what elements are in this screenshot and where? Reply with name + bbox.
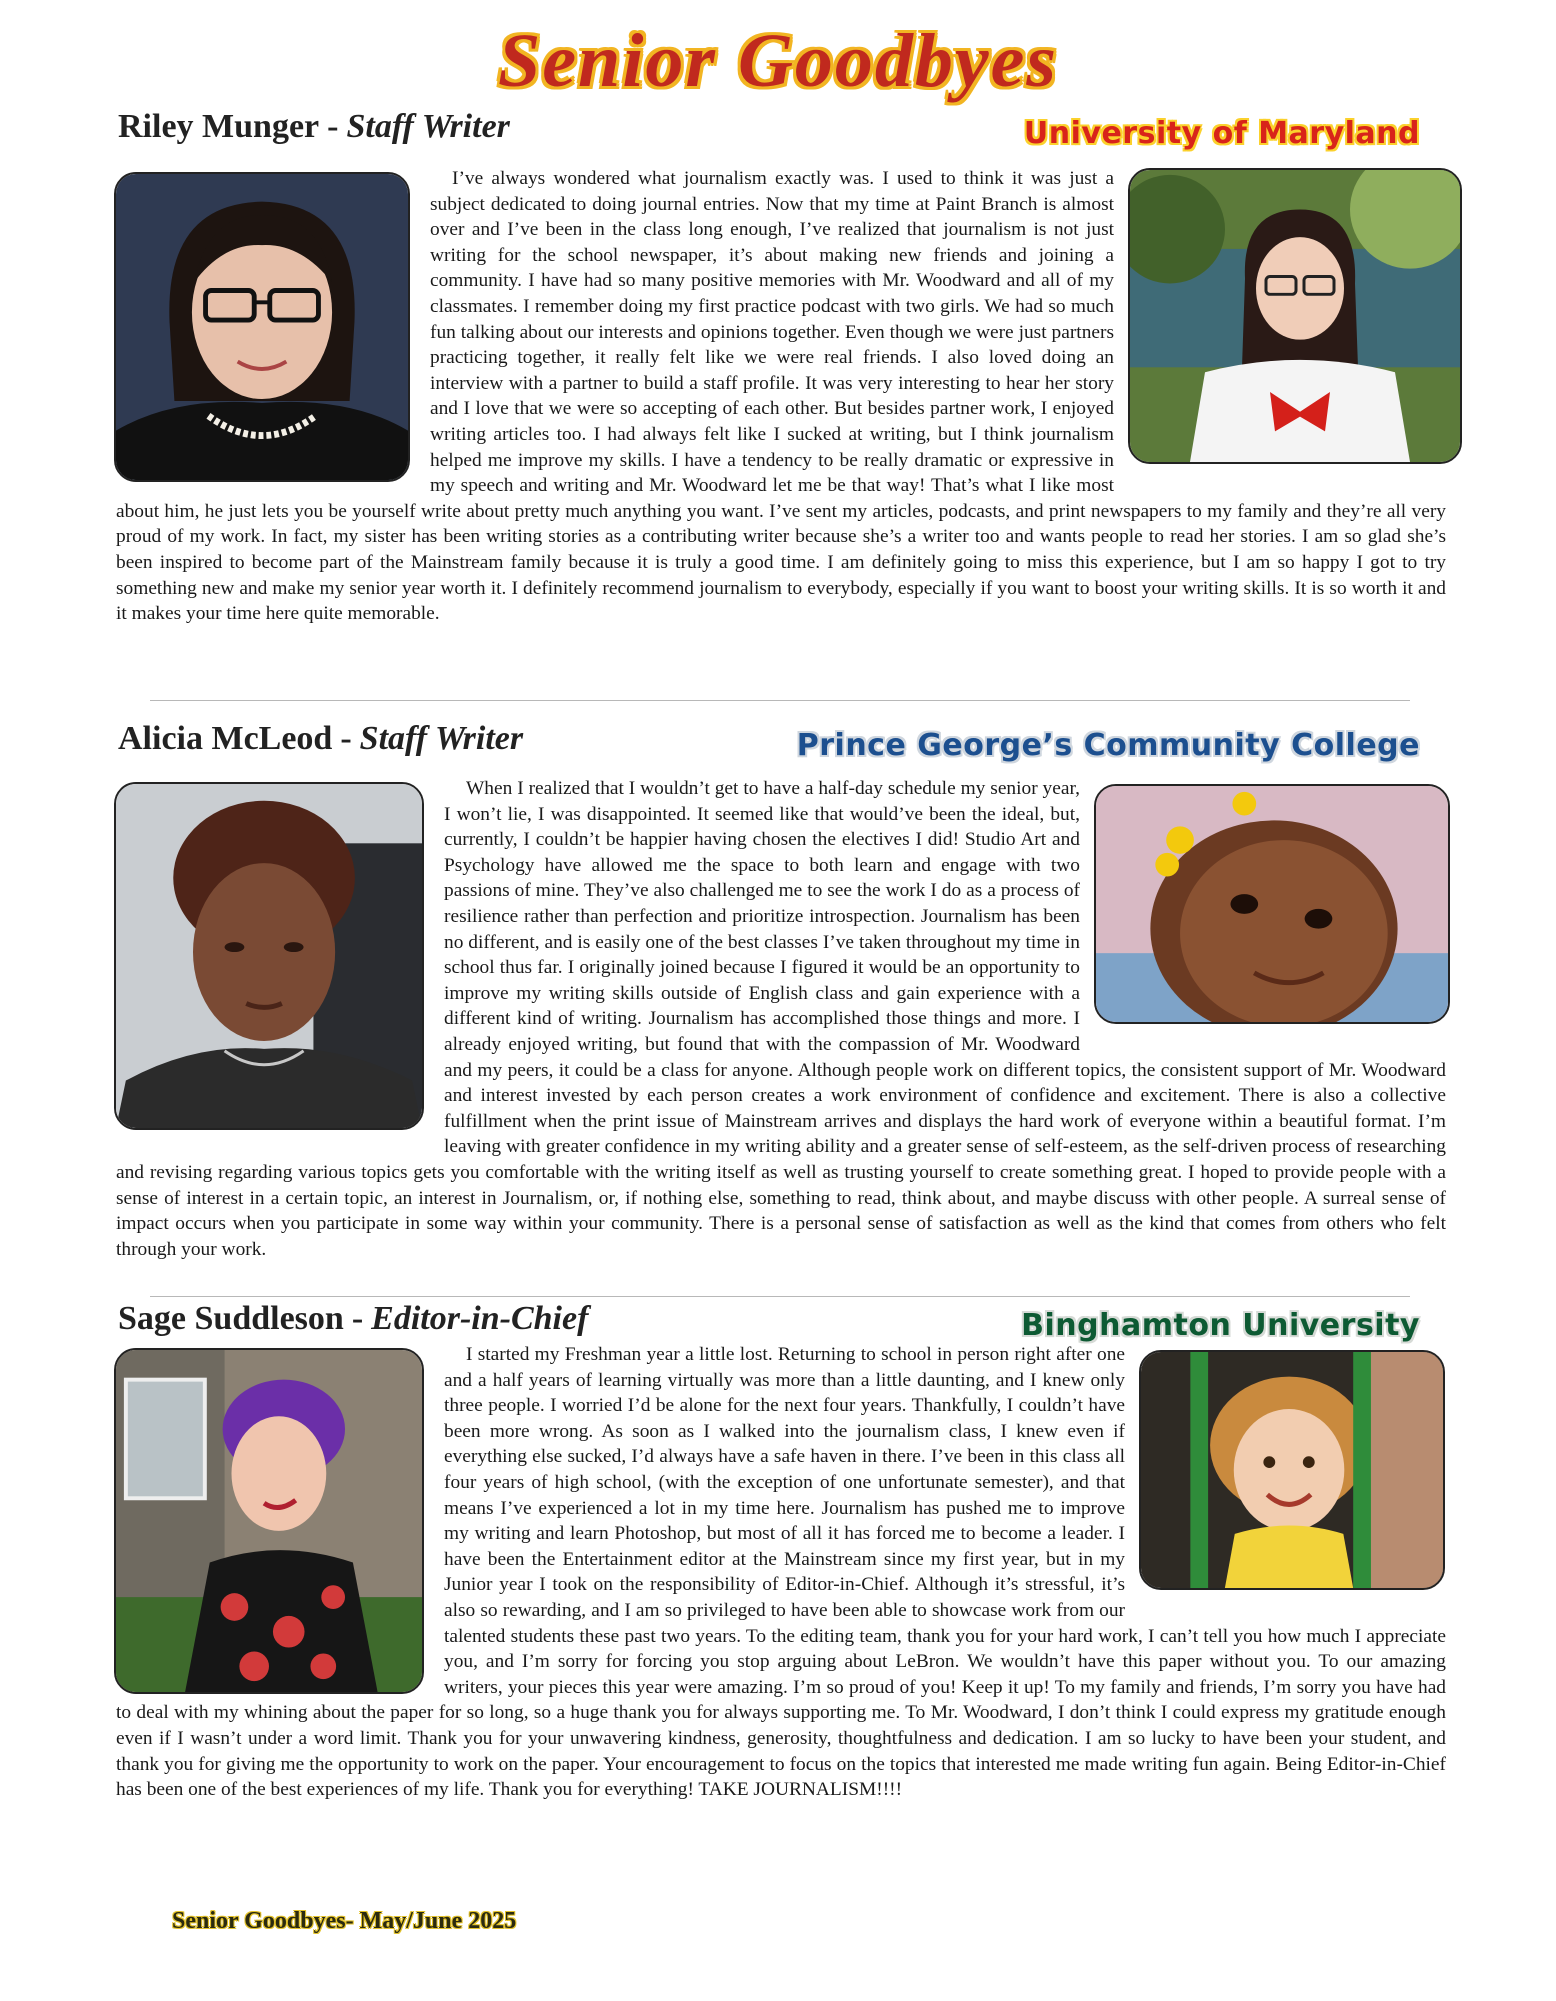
college-name: University of Maryland: [1023, 116, 1420, 151]
senior-heading: [118, 1300, 588, 1338]
section-divider: [150, 700, 1410, 701]
senior-text: When I realized that I wouldn’t get to have a half-day schedule my senior year, I won’t lie, I was disappointed. It seemed like that would’ve been the ideal, but, currently, I couldn’t be happier having chosen the electives I did! Studio Art and Psychology have allowed me the space to both learn and engage with two passions of mine. They’ve also challenged me to see the work I do as a process of resilience rather than perfection and prioritize introspection. Journalism has been no different, and is easily one of the best classes I’ve taken throughout my time in school thus far. I originally joined because I figured it would be an opportunity to improve my writing skills outside of English class and gain experience with a different kind of writing. Journalism has accomplished those things and more. I already enjoyed writing, but found that with the compassion of Mr. Woodward and my peers, it could be a class for anyone. Although people work on different topics, the consistent support of Mr. Woodward and interest invested by each person creates a work environment of confidence and excitement. There is also a collective fulfillment when the print issue of Mainstream arrives and displays the hard work of everyone within a beautiful format. I’m leaving with greater confidence in my writing ability and a greater sense of self-esteem, as the self-driven process of researching and revising regarding various topics gets you comfortable with the writing itself as well as trusting yourself to create something great. I hoped to provide people with a sense of interest in a certain topic, an interest in Journalism, or, if nothing else, something to read, think about, and maybe discuss with other people. A surreal sense of impact occurs when you participate in some way within your community. There is a personal sense of satisfaction as well as the kind that comes from others who felt through your work.: [116, 778, 1446, 1260]
senior-role: Staff Writer: [359, 720, 524, 757]
senior-body: [116, 1342, 1446, 1803]
senior-role: Editor-in-Chief: [371, 1300, 589, 1337]
senior-section-alicia: [112, 720, 1450, 1294]
senior-name: Alicia McLeod: [118, 720, 333, 757]
senior-portrait-photo: [114, 782, 424, 1130]
senior-body: [116, 166, 1446, 627]
heading-separator: -: [340, 720, 352, 757]
senior-childhood-photo: [1128, 168, 1462, 464]
college-name: Binghamton University: [1021, 1308, 1420, 1343]
senior-heading: [118, 108, 510, 146]
senior-name: Sage Suddleson: [118, 1300, 344, 1337]
senior-body: [116, 776, 1446, 1262]
senior-name: Riley Munger: [118, 108, 320, 145]
page-footer: Senior Goodbyes- May/June 2025: [172, 1908, 517, 1934]
senior-heading: [118, 720, 523, 758]
senior-portrait-photo: [114, 172, 410, 482]
page-title: Senior Goodbyes: [498, 19, 1058, 103]
senior-portrait-photo: [114, 1348, 424, 1694]
heading-separator: -: [351, 1300, 364, 1337]
senior-childhood-photo: [1139, 1350, 1445, 1590]
senior-text: I’ve always wondered what journalism exactly was. I used to think it was just a subject dedicated to doing journal entries. Now that my time at Paint Branch is almost over and I’ve been in the class long enough, I’ve realized that journalism is not just writing for the school newspaper, it’s about making new friends and joining a community. I have had so many positive memories with Mr. Woodward and all of my classmates. I remember doing my first practice podcast with two girls. We had so much fun talking about our interests and opinions together. Even though we were just partners practicing together, it really felt like we were real friends. I also loved doing an interview with a partner to build a staff profile. It was very interesting to hear her story and I love that we were so accepting of each other. But besides partner work, I enjoyed writing articles too. I had always felt like I sucked at writing, but I think journalism helped me improve my skills. I have a tendency to be really dramatic or expressive in my speech and writing and Mr. Woodward let me be that way! That’s what I like most about him, he just lets you be yourself write about pretty much anything you want. I’ve sent my articles, podcasts, and print newspapers to my family and they’re all very proud of my work. In fact, my sister has been writing stories as a contributing writer because she’s a writer too and wants people to read her stories. I am so glad she’s been inspired to become part of the Mainstream family because it is truly a good time. I am definitely going to miss this experience, but I am so happy I got to try something new and make my senior year worth it. I definitely recommend journalism to everybody, especially if you want to boost your writing skills. It is so worth it and it makes your time here quite memorable.: [116, 168, 1446, 625]
senior-childhood-photo: [1094, 784, 1450, 1024]
senior-section-riley: [112, 108, 1450, 680]
float-spacer: [1445, 1342, 1446, 1386]
senior-text: I started my Freshman year a little lost. Returning to school in person right after one and a half years of learning virtually was more than a little daunting, and I knew only three people. I worried I’d be alone for the next four years. Thankfully, I couldn’t have been more wrong. As soon as I walked into the journalism class, I knew even if everything else sucked, I’d always have a safe haven in there. I’ve been in this class all four years of high school, (with the exception of one unfortunate semester), and that means I’ve experienced a lot in my time here. Journalism has pushed me to improve my writing and learn Photoshop, but most of all it has forced me to become a leader. I have been the Entertainment editor at the Mainstream since my first year, but in my Junior year I took on the responsibility of Editor-in-Chief. Although it’s stressful, it’s also so rewarding, and I am so privileged to have been able to showcase work from our talented students these past two years. To the editing team, thank you for your hard work, I can’t tell you how much I appreciate you, and I’m sorry for forcing you stop arguing about LeBron. We wouldn’t have this paper without you. To our amazing writers, your pieces this year were amazing. I’m so proud of you! Keep it up! To my family and friends, I’m sorry you have had to deal with my whining about the paper for so long, so a huge thank you for always supporting me. To Mr. Woodward, I don’t think I could express my gratitude enough even if I wasn’t under a word limit. Thank you for your unwavering kindness, generosity, thoughtfulness and dedication. I am so lucky to have been your student, and thank you for giving me the opportunity to work on the paper. Your encouragement to focus on the topics that interested me made writing fun again. Being Editor-in-Chief has been one of the best experiences of my life. Thank you for everything! TAKE JOURNALISM!!!!: [116, 1344, 1446, 1801]
college-name: Prince George’s Community College: [796, 728, 1420, 763]
section-divider: [150, 1296, 1410, 1297]
senior-section-sage: [112, 1300, 1450, 1860]
heading-separator: -: [327, 108, 339, 145]
senior-role: Staff Writer: [346, 108, 510, 145]
